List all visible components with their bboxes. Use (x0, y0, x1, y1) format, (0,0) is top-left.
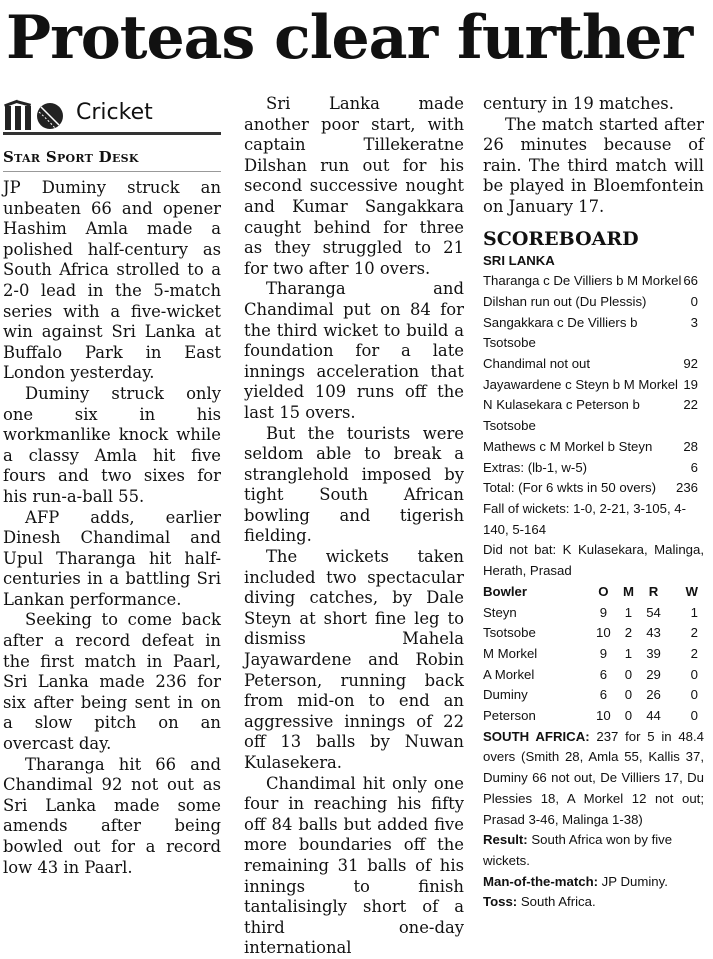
paragraph: Tharanga hit 66 and Chandimal 92 not out as Sri Lanka made some amends after being bowled out for a record low 43 in Paarl. (3, 754, 221, 877)
bowling-cell: 10 (596, 625, 611, 641)
paragraph: Chandimal hit only one four in reaching his fifty off 84 balls but added five more boundaries off the remaining 31 balls of his innings to finish tantalisingly short of a third one-day international (244, 773, 464, 958)
runs: 3 (690, 314, 698, 330)
paragraph: Sri Lanka made another poor start, with captain Tillekeratne Dilshan run out for his second successive nought and Kumar Sangakkara caught behind for three as they struggled to 21 for two after 10 overs. (244, 94, 464, 278)
motm-label: Man-of-the-match: (483, 873, 599, 889)
bowling-row (483, 644, 704, 665)
column-1 (3, 94, 221, 878)
section-header (3, 94, 221, 135)
bowling-header: R (648, 583, 659, 599)
bowling-cell: 10 (596, 708, 611, 724)
column-3 (483, 94, 704, 913)
bowling-header: M (622, 583, 634, 599)
bowling-cell: 29 (646, 666, 661, 682)
south-africa-innings (483, 727, 704, 831)
runs: 28 (683, 438, 698, 454)
bowling-cell: 43 (646, 625, 661, 641)
bowling-cell: 0 (690, 687, 698, 703)
sa-label: SOUTH AFRICA: (483, 728, 590, 744)
bowling-cell: 0 (624, 687, 633, 703)
bowling-cell: 26 (646, 687, 661, 703)
batsman: Extras: (lb-1, w-5) (483, 459, 588, 475)
batsman: Chandimal not out (483, 356, 591, 372)
did-not-bat: Did not bat: K Kulasekara, Malinga, Herath, Prasad (483, 542, 704, 579)
batting-row (483, 375, 704, 396)
runs: 6 (690, 459, 698, 475)
paragraph: Seeking to come back after a record defeat in the first match in Paarl, Sri Lanka made 236 for six after being sent in on a slow pitch on an overcast day. (3, 610, 221, 754)
bowling-cell: 1 (624, 604, 633, 620)
man-of-the-match (483, 872, 704, 893)
paragraph: But the tourists were seldom able to break a stranglehold imposed by tight South African bowling and tigerish fielding. (244, 423, 464, 546)
bowling-cell: 44 (646, 708, 661, 724)
batting-row (483, 458, 704, 479)
bowling-cell: 2 (690, 645, 698, 661)
paragraph: The wickets taken included two spectacular diving catches, by Dale Steyn at short fine leg to dismiss Mahela Jayawardene and Robin Peterson, running back from mid-on to end an aggressive innings of 22 off 13 balls by Nuwan Kulasekera. (244, 547, 464, 772)
result (483, 830, 704, 871)
bowling-cell: 2 (624, 625, 633, 641)
motm-text: JP Duminy. (598, 873, 668, 889)
bowling-cell: 0 (690, 666, 698, 682)
batsman: Mathews c M Morkel b Steyn (483, 438, 653, 454)
batting-row (483, 271, 704, 292)
column-2 (244, 94, 464, 959)
bowling-cell: M Morkel (483, 645, 538, 661)
bowling-cell: 0 (690, 708, 698, 724)
bowling-cell: 9 (599, 604, 608, 620)
bowling-cell: 9 (599, 645, 608, 661)
batting-row (483, 437, 704, 458)
bowling-header-row (483, 582, 704, 603)
batsman: N Kulasekara c Peterson b Tsotsobe (483, 397, 640, 434)
team-name: SRI LANKA (483, 252, 555, 268)
bowling-cell: 1 (690, 604, 698, 620)
runs: 19 (683, 376, 698, 392)
runs: 22 (683, 397, 698, 413)
scoreboard-title: SCOREBOARD (483, 227, 639, 250)
batsman: Total: (For 6 wkts in 50 overs) (483, 480, 656, 496)
bowling-row (483, 706, 704, 727)
paragraph: The match started after 26 minutes because of rain. The third match will be played in Bloemfontein on January 17. (483, 114, 704, 216)
headline: Proteas clear further (6, 3, 693, 73)
cricket-stumps-ball-icon (3, 96, 69, 130)
bowling-header: Bowler (483, 583, 527, 599)
batting-row (483, 292, 704, 313)
bowling-cell: Tsotsobe (483, 625, 536, 641)
section-label: Cricket (76, 100, 153, 125)
bowling-row (483, 685, 704, 706)
result-text: South Africa won by five wickets. (483, 832, 673, 868)
paragraph: Tharanga and Chandimal put on 84 for the third wicket to build a foundation for a late innings acceleration that yielded 109 runs off the last 15 overs. (244, 279, 464, 422)
batsman: Tharanga c De Villiers b M Morkel (483, 273, 682, 289)
bowling-cell: 6 (599, 687, 608, 703)
bowling-cell: A Morkel (483, 666, 535, 682)
toss-label: Toss: (483, 894, 518, 910)
bowling-row (483, 603, 704, 624)
batting-row (483, 354, 704, 375)
bowling-cell: 1 (624, 645, 633, 661)
bowling-row (483, 623, 704, 644)
batting-row (483, 395, 704, 436)
batting-list (483, 271, 704, 499)
bowling-cell: Steyn (483, 604, 517, 620)
toss-text: South Africa. (517, 894, 596, 910)
batting-row (483, 478, 704, 499)
bowling-header: W (685, 583, 698, 599)
batting-row (483, 313, 704, 354)
fall-of-wickets: Fall of wickets: 1-0, 2-21, 3-105, 4-140, 5-164 (483, 501, 687, 537)
scoreboard (483, 251, 704, 914)
paragraph: JP Duminy struck an unbeaten 66 and opener Hashim Amla made a polished half-century as South Africa strolled to a 2-0 lead in the 5-match series with a five-wicket win against Sri Lanka at Buffalo Park in East London yesterday. (3, 178, 221, 383)
runs: 92 (683, 356, 698, 372)
bowling-cell: 0 (624, 708, 633, 724)
bowling-cell: 6 (599, 666, 608, 682)
bowling-cell: Duminy (483, 687, 528, 703)
bowling-row (483, 665, 704, 686)
result-label: Result: (483, 832, 528, 848)
bowling-cell: 2 (690, 625, 698, 641)
paragraph: century in 19 matches. (483, 94, 674, 113)
batsman: Dilshan run out (Du Plessis) (483, 293, 647, 309)
paragraph: Duminy struck only one six in his workmanlike knock while a classy Amla hit five fours and two sixes for his run-a-ball 55. (3, 383, 221, 506)
bowling-cell: 0 (624, 666, 633, 682)
paragraph: AFP adds, earlier Dinesh Chandimal and Upul Tharanga hit half-centuries in a battling Sri Lankan performance. (3, 507, 221, 609)
sa-text: 237 for 5 in 48.4 overs (Smith 28, Amla 55, Kallis 37, Duminy 66 not out, De Villiers 17, Du Plessies 18, A Morkel 12 not out; Prasad 3-46, Malinga 1-38) (483, 728, 704, 827)
batsman: Sangakkara c De Villiers b Tsotsobe (483, 314, 638, 351)
bowling-cell: Peterson (483, 708, 536, 724)
bowling-table (483, 582, 704, 727)
runs: 236 (675, 480, 698, 496)
bowling-cell: 54 (646, 604, 661, 620)
runs: 66 (683, 273, 698, 289)
toss (483, 892, 704, 913)
batsman: Jayawardene c Steyn b M Morkel (483, 376, 678, 392)
runs: 0 (690, 293, 698, 309)
bowling-cell: 39 (646, 645, 661, 661)
byline: Star Sport Desk (3, 147, 221, 172)
bowling-header: O (598, 583, 609, 599)
